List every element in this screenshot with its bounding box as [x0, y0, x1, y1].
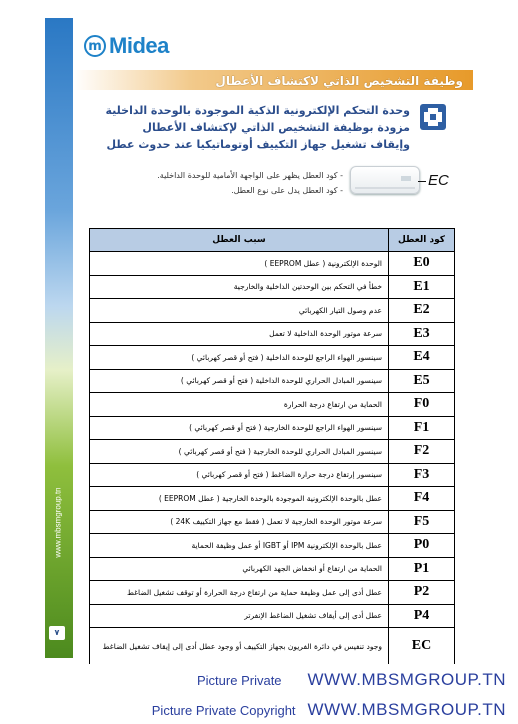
footer-copyright-url[interactable]: WWW.MBSMGROUP.TN [307, 700, 506, 719]
error-description: وجود تنفيس في دائرة الفريون بجهاز التكييف أو وجود عطل أدى إلى إيقاف تشغيل الضاغط [90, 628, 389, 665]
indoor-unit-illustration [350, 166, 420, 194]
table-header-row [90, 229, 455, 252]
error-description: الحماية من ارتفاع أو انخفاض الجهد الكهربائي [90, 557, 389, 581]
table-row [90, 510, 455, 534]
unit-louver [355, 187, 415, 189]
table-row [90, 322, 455, 346]
notes [93, 168, 343, 198]
table-row [90, 275, 455, 299]
error-code: E0 [389, 252, 455, 276]
error-description: سينسور المبادل الحراري للوحدة الداخلية ( فتح أو قصر كهربائي ) [90, 369, 389, 393]
intro-line: مزودة بوظيفة التشخيص الذاتي لإكتشاف الأعطال [142, 121, 410, 134]
table-row [90, 557, 455, 581]
error-code: P4 [389, 604, 455, 628]
sidebar-banner [43, 18, 73, 658]
table-row [90, 581, 455, 605]
error-description: الحماية من ارتفاع درجة الحرارة [90, 393, 389, 417]
error-code: P0 [389, 534, 455, 558]
note-line: - كود العطل يظهر على الواجهة الأمامية للوحدة الداخلية. [157, 171, 343, 180]
header-cause: سبب العطل [90, 229, 389, 252]
table-row [90, 299, 455, 323]
error-code: E4 [389, 346, 455, 370]
error-description: خطأ في التحكم بين الوحدتين الداخلية والخارجية [90, 275, 389, 299]
error-code: E2 [389, 299, 455, 323]
error-description: سرعة موتور الوحدة الداخلية لا تعمل [90, 322, 389, 346]
table-row [90, 463, 455, 487]
error-description: عدم وصول التيار الكهربائي [90, 299, 389, 323]
error-description: سينسور الهواء الراجع للوحدة الداخلية ( فتح أو قصر كهربائي ) [90, 346, 389, 370]
error-code: P2 [389, 581, 455, 605]
error-code: E3 [389, 322, 455, 346]
table-row [90, 440, 455, 464]
page-number: ٧ [49, 626, 65, 640]
table-body [90, 252, 455, 665]
intro-line: وحدة التحكم الإلكترونية الذكية الموجودة بالوحدة الداخلية [105, 104, 410, 117]
table-row [90, 393, 455, 417]
brand-logo [84, 33, 169, 59]
error-code: F5 [389, 510, 455, 534]
header-code: كود العطل [389, 229, 455, 252]
footer [0, 664, 518, 724]
ec-display-label: EC [428, 172, 449, 189]
table-row [90, 252, 455, 276]
error-description: سينسور إرتفاع درجة حرارة الضاغط ( فتح أو قصر كهربائي ) [90, 463, 389, 487]
brand-logo-icon: m [84, 35, 106, 57]
table-row [90, 487, 455, 511]
table-row [90, 534, 455, 558]
brand-logo-text: Midea [109, 33, 169, 58]
footer-label: Picture Private [197, 673, 282, 688]
sidebar-website: www.mbsmgroup.tn [53, 487, 63, 558]
unit-display [401, 176, 411, 181]
diagnostic-icon [420, 104, 446, 130]
footer-line-1 [197, 670, 506, 690]
error-description: عطل بالوحدة الإلكترونية IPM أو IGBT أو عمل وظيفة الحماية [90, 534, 389, 558]
error-code: E5 [389, 369, 455, 393]
error-code: EC [389, 628, 455, 665]
error-description: عطل أدى إلى عمل وظيفة حماية من ارتفاع درجة الحرارة أو توقف تشغيل الضاغط [90, 581, 389, 605]
error-code-table [89, 228, 455, 665]
section-title-bar [73, 70, 473, 90]
table-row [90, 628, 455, 665]
footer-url[interactable]: WWW.MBSMGROUP.TN [307, 670, 506, 689]
error-code: F1 [389, 416, 455, 440]
error-description: سرعة موتور الوحدة الخارجية لا تعمل ( فقط مع جهاز التكييف 24K ) [90, 510, 389, 534]
error-code: P1 [389, 557, 455, 581]
section-title: وظيفة التشخيص الذاتي لاكتشاف الأعطال [215, 74, 463, 88]
error-description: الوحدة الإلكترونية ( عطل EEPROM ) [90, 252, 389, 276]
sidebar-edge [43, 18, 45, 658]
table-row [90, 369, 455, 393]
table-row [90, 346, 455, 370]
error-code: F4 [389, 487, 455, 511]
error-code: E1 [389, 275, 455, 299]
footer-copyright-label: Picture Private Copyright [151, 703, 296, 718]
error-code: F3 [389, 463, 455, 487]
intro-text [90, 102, 410, 153]
table-row [90, 416, 455, 440]
error-description: سينسور الهواء الراجع للوحدة الخارجية ( فتح أو قصر كهربائي ) [90, 416, 389, 440]
footer-line-2 [152, 700, 506, 720]
note-line: - كود العطل يدل على نوع العطل. [231, 186, 343, 195]
intro-line: وإيقاف تشغيل جهاز التكييف أوتوماتيكيا عند حدوث عطل [106, 138, 410, 151]
table-row [90, 604, 455, 628]
error-description: عطل أدى إلى أيقاف تشغيل الضاغط الإنفرتر [90, 604, 389, 628]
error-code: F0 [389, 393, 455, 417]
error-description: عطل بالوحدة الإلكترونية الموجودة بالوحدة الخارجية ( عطل EEPROM ) [90, 487, 389, 511]
error-description: سينسور المبادل الحراري للوحدة الخارجية ( فتح أو قصر كهربائي ) [90, 440, 389, 464]
error-code: F2 [389, 440, 455, 464]
